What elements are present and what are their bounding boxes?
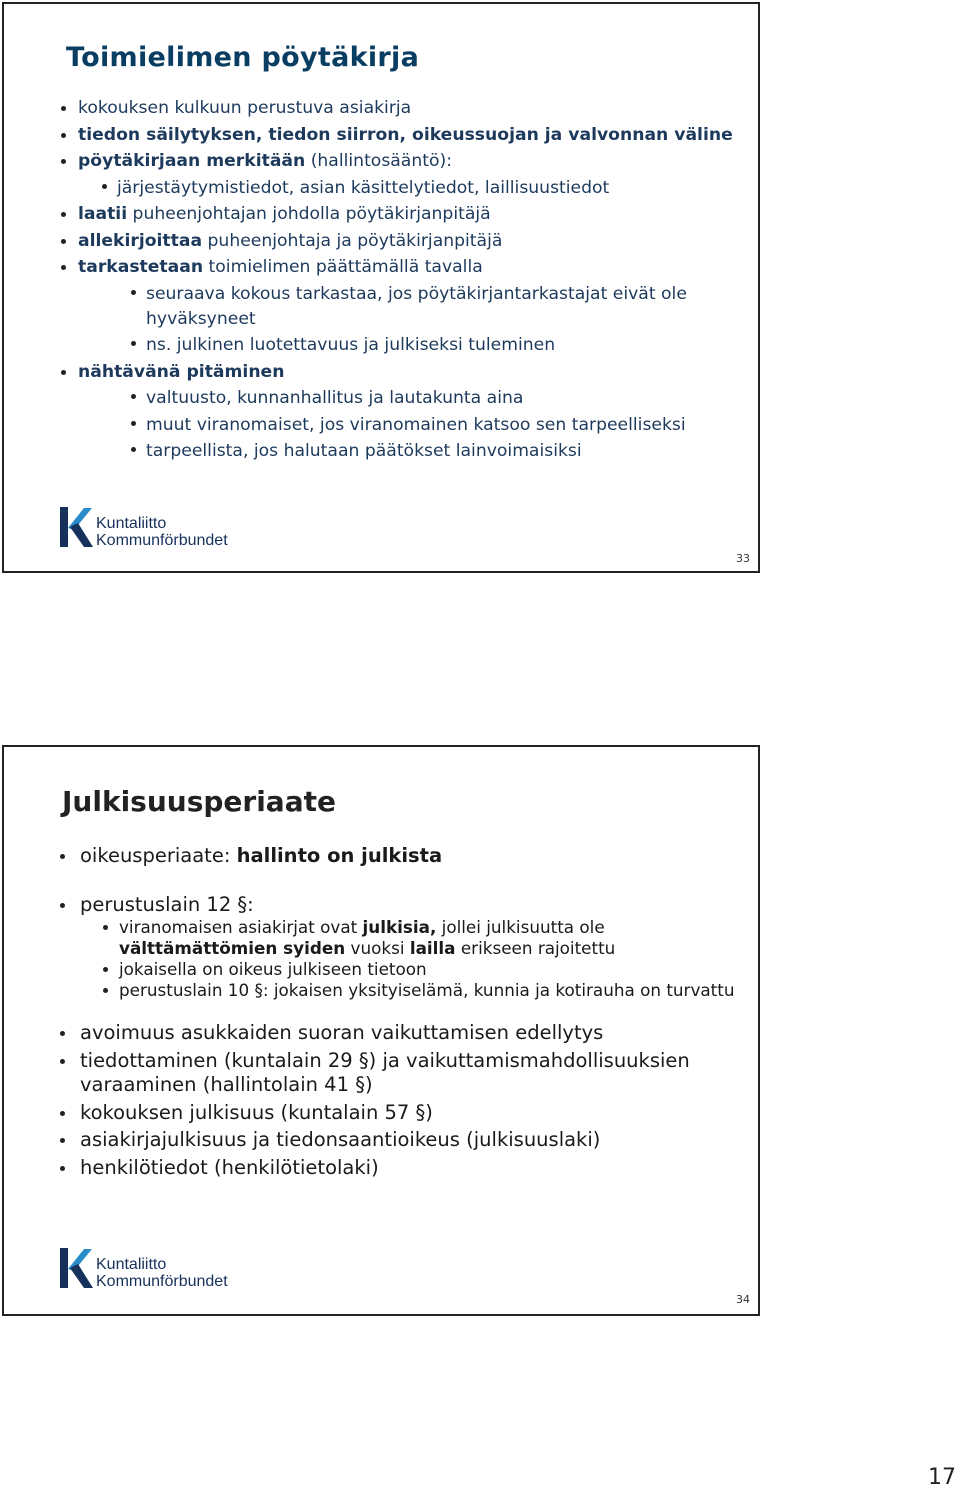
list-item (78, 229, 748, 254)
slide-page-number: 34 (736, 1293, 750, 1306)
slide-title: Toimielimen pöytäkirja (66, 42, 420, 73)
list-item (80, 1021, 740, 1046)
list-item-text: ns. julkinen luotettavuus ja julkiseksi tuleminen (146, 335, 556, 355)
list-item (119, 917, 740, 959)
logo-text-line2: Kommunförbundet (96, 532, 228, 549)
list-item-text: hallinto on julkista (236, 844, 443, 867)
list-item-text: tarkastetaan (78, 257, 204, 277)
list-item-text: viranomaisen asiakirjat ovat (119, 917, 363, 937)
list-item-text: avoimuus asukkaiden suoran vaikuttamisen edellytys (80, 1021, 604, 1044)
list-item (78, 149, 748, 174)
list-item (117, 176, 748, 201)
list-item-text: seuraava kokous tarkastaa, jos pöytäkirjantarkastajat eivät ole hyväksyneet (146, 283, 687, 329)
list-item-text: laatii (78, 204, 128, 224)
list-item (78, 255, 748, 280)
list-item-text: valtuusto, kunnanhallitus ja lautakunta aina (146, 388, 524, 408)
logo-text-line1: Kuntaliitto (96, 1256, 167, 1273)
list-item-text: nähtävänä pitäminen (78, 361, 285, 382)
list-item-text: perustuslain 12 §: (80, 892, 254, 916)
list-item-text: perustuslain 10 §: jokaisen yksityiselämä, kunnia ja kotirauha on turvattu (119, 980, 735, 1000)
list-item-text: kokouksen julkisuus (kuntalain 57 §) (80, 1100, 433, 1124)
list-item-text: toimielimen päättämällä tavalla (203, 257, 483, 277)
list-item (78, 202, 748, 227)
list-item (119, 959, 740, 980)
list-item-text: kokouksen kulkuun perustuva asiakirja (78, 98, 412, 118)
list-item (146, 439, 748, 464)
list-item-text: vuoksi (345, 938, 410, 958)
list-item-text: oikeusperiaate: (80, 844, 237, 867)
document-page-number: 17 (928, 1465, 956, 1490)
list-item-text: pöytäkirjaan merkitään (78, 151, 306, 171)
kuntaliitto-logo (58, 506, 248, 550)
list-item-text: puheenjohtaja ja pöytäkirjanpitäjä (202, 230, 503, 251)
list-item-text: henkilötiedot (henkilötietolaki) (80, 1155, 379, 1179)
list-item-text: muut viranomaiset, jos viranomainen katsoo sen tarpeelliseksi (146, 414, 686, 435)
bullet-list (80, 844, 740, 1180)
list-item (80, 1101, 740, 1126)
slide-33 (2, 2, 760, 573)
list-item-text: julkisia, (362, 917, 437, 937)
list-item-text: järjestäytymistiedot, asian käsittelytiedot, laillisuustiedot (117, 177, 610, 198)
list-item (146, 333, 748, 358)
logo-text-line2: Kommunförbundet (96, 1273, 228, 1290)
list-item-text: tiedon säilytyksen, tiedon siirron, oikeussuojan ja valvonnan väline (78, 124, 733, 145)
list-item (80, 1128, 740, 1153)
list-item (119, 980, 740, 1001)
kuntaliitto-k-logo-icon (58, 1247, 94, 1289)
list-item-text: asiakirjajulkisuus ja tiedonsaantioikeus (julkisuuslaki) (80, 1128, 601, 1151)
list-item-text: puheenjohtajan johdolla pöytäkirjanpitäjä (127, 204, 491, 224)
list-item (146, 413, 748, 438)
list-item (80, 1156, 740, 1181)
list-item (80, 893, 740, 918)
bullet-list (78, 96, 748, 466)
kuntaliitto-logo (58, 1247, 248, 1291)
list-item-text: tiedottaminen (kuntalain 29 §) ja vaikuttamismahdollisuuksien varaaminen (hallintolain 41 §) (80, 1048, 690, 1096)
list-item (146, 386, 748, 411)
list-item-text: erikseen rajoitettu (455, 938, 616, 958)
slide-page-number: 33 (736, 552, 750, 565)
list-item (146, 282, 748, 332)
list-item (78, 123, 748, 148)
slide-title: Julkisuusperiaate (62, 785, 336, 818)
list-item (78, 360, 748, 385)
list-item-text: lailla (409, 938, 456, 958)
list-item (80, 844, 740, 869)
list-item-text: jollei julkisuutta ole (436, 917, 605, 937)
logo-text-line1: Kuntaliitto (96, 515, 167, 532)
list-item-text: allekirjoittaa (78, 230, 203, 251)
list-item-text: jokaisella on oikeus julkiseen tietoon (119, 959, 427, 979)
list-item-text: tarpeellista, jos halutaan päätökset lainvoimaisiksi (146, 441, 582, 461)
list-item (80, 1049, 740, 1098)
list-item-text: välttämättömien syiden (119, 938, 346, 958)
list-item (78, 96, 748, 121)
kuntaliitto-k-logo-icon (58, 506, 94, 548)
list-item-text: (hallintosääntö): (305, 151, 452, 171)
